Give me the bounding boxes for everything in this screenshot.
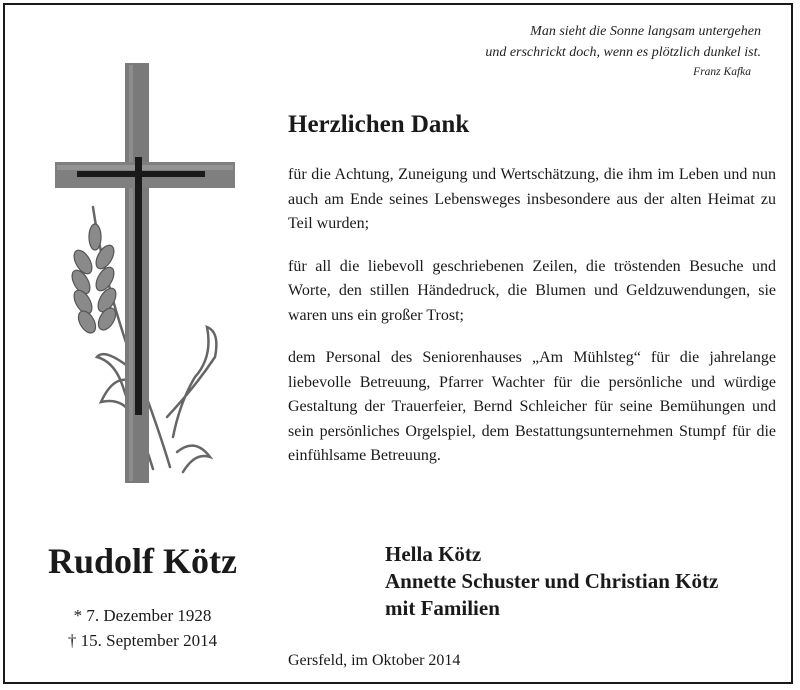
thanks-paragraph: für all die liebevoll geschriebenen Zeilen, die tröstenden Besuche und Worte, den stillen Händedruck, die Blumen und Geldzuwendungen, sie waren uns ein großer Trost; xyxy=(288,257,776,324)
signer: mit Familien xyxy=(385,596,500,620)
place-date: Gersfeld, im Oktober 2014 xyxy=(288,652,461,669)
quote-block xyxy=(485,21,761,81)
cross-with-wheat-icon xyxy=(45,57,245,487)
quote-line: und erschrickt doch, wenn es plötzlich dunkel ist. xyxy=(485,45,761,60)
page-title: Herzlichen Dank xyxy=(288,111,470,138)
deceased-name: Rudolf Kötz xyxy=(48,541,237,581)
quote-author: Franz Kafka xyxy=(693,66,751,78)
signers-block xyxy=(385,541,718,622)
signer: Hella Kötz xyxy=(385,542,482,566)
thanks-text xyxy=(288,163,776,487)
thanks-paragraph: dem Personal des Seniorenhauses „Am Mühlsteg“ für die jahrelange liebevolle Betreuung, Pfarrer Wachter für die persönliche und würdige Gestaltung der Trauerfeier, Bernd Schleicher für seine Bemühungen und sein persönliches Orgelspiel, dem Bestattungsunternehmen Stumpf für die einfühlsame Betreuung. xyxy=(288,349,776,464)
obituary-frame xyxy=(3,3,793,684)
death-date: † 15. September 2014 xyxy=(67,631,218,650)
birth-date: * 7. Dezember 1928 xyxy=(73,606,212,625)
life-dates xyxy=(5,603,280,653)
quote-line: Man sieht die Sonne langsam untergehen xyxy=(530,24,761,39)
thanks-paragraph: für die Achtung, Zuneigung und Wertschätzung, die ihm im Leben und nun auch am Ende seines Lebensweges insbesondere aus der alten Heimat zu Teil wurden; xyxy=(288,166,776,232)
signer: Annette Schuster und Christian Kötz xyxy=(385,569,719,593)
